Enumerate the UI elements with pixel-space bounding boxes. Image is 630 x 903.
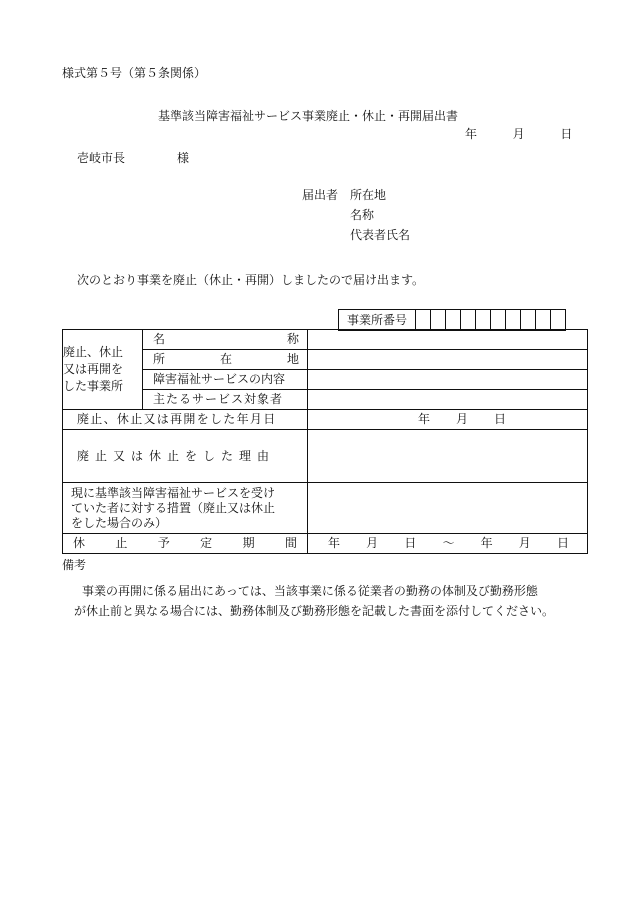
addressee-name: 壱岐市長: [77, 151, 126, 165]
date-day-label: 日: [560, 127, 573, 141]
address-value[interactable]: [308, 350, 588, 370]
addressee: [77, 151, 189, 165]
office-number-cell[interactable]: [476, 310, 491, 330]
remarks-text: [74, 581, 555, 621]
address-label: 所 在 地: [143, 350, 308, 370]
submission-date: [465, 127, 572, 141]
service-content-label: 障害福祉サービスの内容: [143, 370, 308, 390]
office-number-cell[interactable]: [491, 310, 506, 330]
intro-text: 次のとおり事業を廃止（休止・再開）しましたので届け出ます。: [77, 273, 425, 287]
office-number-cell[interactable]: [536, 310, 551, 330]
office-number-cell[interactable]: [431, 310, 446, 330]
target-label: 主たるサービス対象者: [143, 390, 308, 410]
name-value[interactable]: [308, 330, 588, 350]
date-label: 廃止、休止又は再開をした年月日: [63, 410, 308, 430]
measure-label: 現に基準該当障害福祉サービスを受け ていた者に対する措置（廃止又は休止 をした場合のみ）: [63, 483, 308, 534]
date-month-label: 月: [512, 127, 525, 141]
date-year-label: 年: [465, 127, 478, 141]
name-label: 名 称: [143, 330, 308, 350]
office-number-cell[interactable]: [521, 310, 536, 330]
date-value[interactable]: 年 月 日: [308, 410, 588, 430]
target-value[interactable]: [308, 390, 588, 410]
applicant-block: [302, 188, 410, 248]
notification-table: [62, 329, 588, 554]
period-value[interactable]: 年 月 日 ～ 年 月 日: [308, 534, 588, 554]
office-number-row: [338, 309, 566, 331]
remarks-heading: 備考: [62, 558, 87, 572]
applicant-name-label: 名称: [350, 208, 375, 222]
office-number-cell[interactable]: [506, 310, 521, 330]
document-title: 基準該当障害福祉サービス事業廃止・休止・再開届出書: [158, 109, 459, 123]
remarks-line: が休止前と異なる場合には、勤務体制及び勤務形態を記載した書面を添付してください。: [74, 604, 555, 618]
office-group-label: 廃止、休止 又は再開を した事業所: [63, 330, 143, 410]
remarks-line: 事業の再開に係る届出にあっては、当該事業に係る従業者の勤務の体制及び勤務形態: [82, 584, 538, 598]
office-number-cell[interactable]: [416, 310, 431, 330]
addressee-honorific: 様: [177, 151, 190, 165]
service-content-value[interactable]: [308, 370, 588, 390]
measure-value[interactable]: [308, 483, 588, 534]
reason-label: 廃止又は休止をした理由: [63, 430, 308, 483]
applicant-representative-label: 代表者氏名: [350, 228, 411, 242]
applicant-prefix: 届出者: [302, 188, 339, 202]
office-number-cell[interactable]: [446, 310, 461, 330]
form-number: 様式第５号（第５条関係）: [62, 66, 207, 80]
office-number-cell[interactable]: [461, 310, 476, 330]
applicant-address-label: 所在地: [350, 188, 387, 202]
office-number-cell[interactable]: [551, 310, 565, 330]
reason-value[interactable]: [308, 430, 588, 483]
period-label: 休 止 予 定 期 間: [63, 534, 308, 554]
office-number-label: 事業所番号: [339, 310, 416, 330]
